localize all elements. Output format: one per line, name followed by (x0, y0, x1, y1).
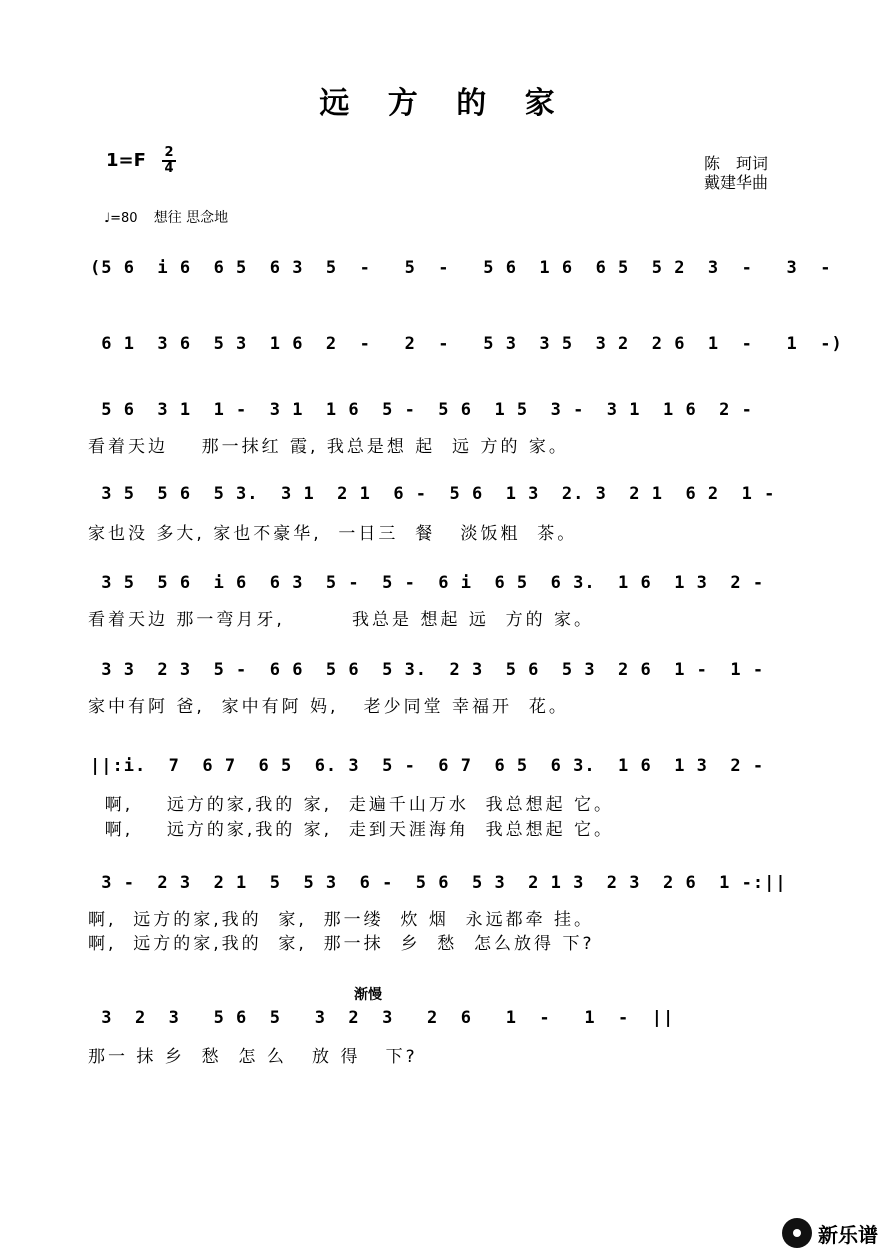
time-signature (162, 146, 176, 176)
notes-line-3: 5 6 3 1 1 - 3 1 1 6 5 - 5 6 1 5 3 - 3 1 1 6 2 - (90, 400, 753, 420)
expression-marking: 想往 思念地 (153, 210, 229, 226)
tempo-line (104, 207, 228, 227)
notes-line-1: (5 6 i 6 6 5 6 3 5 - 5 - 5 6 1 6 6 5 5 2 3 - 3 - (90, 258, 832, 278)
lyric-line-3: 看着天边 那一抹红 霞, 我总是想 起 远 方的 家。 (88, 437, 569, 457)
record-icon (782, 1218, 812, 1248)
notes-line-5: 3 5 5 6 i 6 6 3 5 - 5 - 6 i 6 5 6 3. 1 6 1 3 2 - (90, 573, 765, 593)
notes-line-4: 3 5 5 6 5 3. 3 1 2 1 6 - 5 6 1 3 2. 3 2 1 6 2 1 - (90, 484, 776, 504)
song-title: 远 方 的 家 (319, 86, 569, 121)
lyric-line-8-verse-2: 啊, 远方的家,我的 家, 那一抹 乡 愁 怎么放得 下? (88, 934, 595, 954)
lyric-line-6: 家中有阿 爸, 家中有阿 妈, 老少同堂 幸福开 花。 (88, 697, 569, 717)
key-signature: 1=F (106, 150, 146, 171)
watermark-text: 新乐谱 (818, 1222, 878, 1247)
composer: 戴建华曲 (704, 173, 769, 192)
tempo-marking: ♩=80 (104, 211, 138, 226)
lyric-line-5: 看着天边 那一弯月牙, 我总是 想起 远 方的 家。 (88, 610, 595, 630)
credits (704, 154, 768, 192)
notes-line-8: 3 - 2 3 2 1 5 5 3 6 - 5 6 5 3 2 1 3 2 3 2 6 1 -:|| (90, 873, 787, 893)
lyric-line-4: 家也没 多大, 家也不豪华, 一日三 餐 淡饭粗 茶。 (88, 524, 578, 544)
watermark-logo (782, 1218, 878, 1248)
lyric-line-7-verse-1: 啊, 远方的家,我的 家, 走遍千山万水 我总想起 它。 (88, 795, 615, 815)
notes-line-7: ||:i. 7 6 7 6 5 6. 3 5 - 6 7 6 5 6 3. 1 6 1 3 2 - (90, 756, 765, 776)
meter-bottom: 4 (164, 161, 174, 176)
notes-line-6: 3 3 2 3 5 - 6 6 5 6 5 3. 2 3 5 6 5 3 2 6 1 - 1 - (90, 660, 765, 680)
lyric-line-9: 那一 抹 乡 愁 怎 么 放 得 下? (88, 1047, 418, 1067)
lyric-line-8-verse-1: 啊, 远方的家,我的 家, 那一缕 炊 烟 永远都牵 挂。 (88, 910, 595, 930)
tempo-change-marking: 渐慢 (354, 987, 382, 1003)
notes-line-2: 6 1 3 6 5 3 1 6 2 - 2 - 5 3 3 5 3 2 2 6 1 - 1 -) (90, 334, 843, 354)
notes-line-9: 3 2 3 5 6 5 3 2 3 2 6 1 - 1 - || (90, 1008, 675, 1028)
lyric-line-7-verse-2: 啊, 远方的家,我的 家, 走到天涯海角 我总想起 它。 (88, 820, 615, 840)
lyricist: 陈 珂词 (704, 154, 769, 173)
meter-top: 2 (164, 145, 174, 160)
